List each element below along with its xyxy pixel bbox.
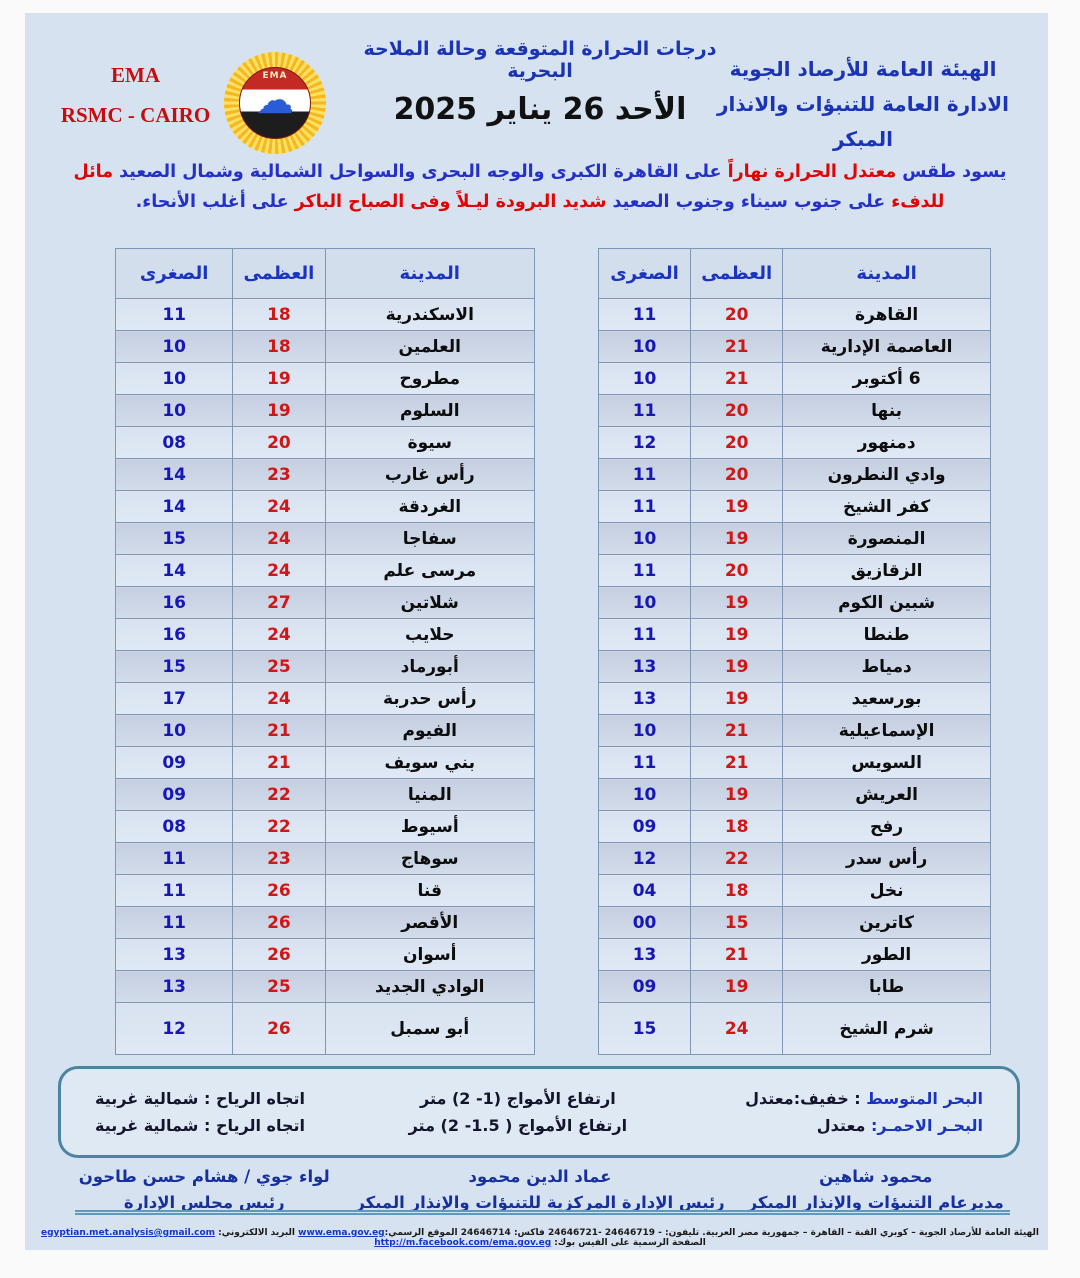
- table-row: [116, 363, 535, 395]
- wind-direction: اتجاه الرياح : شمالية غربية: [95, 1116, 305, 1135]
- table-row: [116, 875, 535, 907]
- city-cell: الوادي الجديد: [325, 971, 535, 1003]
- report-date: الأحد 26 يناير 2025: [393, 92, 687, 127]
- max-column-header: العظمى: [691, 249, 783, 299]
- table-row: [599, 715, 991, 747]
- department-name: الادارة العامة للتنبؤات والانذار المبكر: [716, 92, 1010, 151]
- min-temp-cell: 13: [599, 683, 691, 715]
- table-row: [599, 651, 991, 683]
- city-cell: أسوان: [325, 939, 535, 971]
- table-row: [599, 459, 991, 491]
- city-cell: بنها: [783, 395, 991, 427]
- sea-name: البحر المتوسط: [866, 1089, 983, 1108]
- city-cell: السويس: [783, 747, 991, 779]
- temperature-table-cairo-delta-sinai: [598, 248, 991, 1055]
- max-temp-cell: 22: [233, 779, 325, 811]
- forecast-text: يسود طقس: [896, 162, 1007, 182]
- max-temp-cell: 24: [233, 523, 325, 555]
- title-block: [330, 38, 750, 127]
- table-row: [599, 427, 991, 459]
- city-cell: قنا: [325, 875, 535, 907]
- city-cell: العلمين: [325, 331, 535, 363]
- city-cell: العريش: [783, 779, 991, 811]
- table-row: [116, 811, 535, 843]
- table-row: [116, 427, 535, 459]
- min-temp-cell: 08: [116, 427, 233, 459]
- city-cell: رأس سدر: [783, 843, 991, 875]
- contact-line: [28, 1228, 1052, 1248]
- marine-row: [95, 1116, 983, 1135]
- min-temp-cell: 11: [116, 907, 233, 939]
- min-temp-cell: 10: [599, 363, 691, 395]
- max-temp-cell: 19: [691, 619, 783, 651]
- city-cell: الاسكندرية: [325, 299, 535, 331]
- city-cell: رأس حدربة: [325, 683, 535, 715]
- max-temp-cell: 20: [691, 395, 783, 427]
- table-row: [599, 939, 991, 971]
- table-row: [599, 619, 991, 651]
- rsmc-cairo-label: RSMC - CAIRO: [60, 102, 211, 127]
- max-temp-cell: 24: [233, 491, 325, 523]
- min-temp-cell: 12: [599, 427, 691, 459]
- max-temp-cell: 25: [233, 971, 325, 1003]
- city-cell: طنطا: [783, 619, 991, 651]
- min-temp-cell: 11: [599, 555, 691, 587]
- max-temp-cell: 19: [691, 587, 783, 619]
- table-row: [116, 523, 535, 555]
- city-cell: المنصورة: [783, 523, 991, 555]
- city-cell: كفر الشيخ: [783, 491, 991, 523]
- min-column-header: الصغرى: [116, 249, 233, 299]
- min-temp-cell: 09: [116, 779, 233, 811]
- max-temp-cell: 19: [691, 971, 783, 1003]
- signature-title: مديرعام التنبؤات والإنذار المبكر: [747, 1193, 1004, 1213]
- city-cell: نخل: [783, 875, 991, 907]
- min-temp-cell: 11: [599, 747, 691, 779]
- min-temp-cell: 09: [599, 811, 691, 843]
- min-temp-cell: 13: [116, 939, 233, 971]
- marine-conditions-box: [58, 1066, 1020, 1158]
- min-temp-cell: 15: [116, 651, 233, 683]
- max-temp-cell: 26: [233, 939, 325, 971]
- table-row: [116, 299, 535, 331]
- max-temp-cell: 21: [233, 747, 325, 779]
- table-row: [116, 619, 535, 651]
- website-link[interactable]: www.ema.gov.eg: [298, 1228, 385, 1238]
- wave-height: ارتفاع الأمواج ( 1.5- 2) متر: [408, 1116, 628, 1135]
- city-cell: أبورماد: [325, 651, 535, 683]
- city-cell: حلايب: [325, 619, 535, 651]
- email-label: البريد الالكتروني:: [215, 1228, 299, 1238]
- min-temp-cell: 09: [116, 747, 233, 779]
- table-row: [116, 939, 535, 971]
- ema-flag-emblem: [239, 67, 311, 139]
- city-cell: مطروح: [325, 363, 535, 395]
- signature-title: رئيس مجلس الإدارة: [123, 1193, 285, 1213]
- facebook-label: الصفحة الرسمية على الفيس بوك:: [551, 1238, 706, 1248]
- min-temp-cell: 13: [116, 971, 233, 1003]
- max-temp-cell: 20: [691, 459, 783, 491]
- table-row: [116, 651, 535, 683]
- city-cell: الإسماعيلية: [783, 715, 991, 747]
- table-row: [599, 779, 991, 811]
- city-cell: الأقصر: [325, 907, 535, 939]
- sea-name: البحـر الاحمـر:: [870, 1116, 983, 1135]
- table-row: [599, 811, 991, 843]
- min-temp-cell: 00: [599, 907, 691, 939]
- min-temp-cell: 08: [116, 811, 233, 843]
- city-cell: رفح: [783, 811, 991, 843]
- city-cell: القاهرة: [783, 299, 991, 331]
- max-temp-cell: 24: [233, 619, 325, 651]
- city-cell: 6 أكتوبر: [783, 363, 991, 395]
- table-row: [116, 395, 535, 427]
- max-temp-cell: 20: [233, 427, 325, 459]
- max-temp-cell: 21: [691, 715, 783, 747]
- cloud-icon: ☁: [256, 78, 294, 123]
- min-temp-cell: 15: [599, 1003, 691, 1055]
- max-temp-cell: 20: [691, 555, 783, 587]
- max-temp-cell: 19: [233, 363, 325, 395]
- table-row: [116, 747, 535, 779]
- table-header-row: [599, 249, 991, 299]
- facebook-link[interactable]: http://m.facebook.com/ema.gov.eg: [374, 1238, 552, 1248]
- min-temp-cell: 10: [116, 363, 233, 395]
- city-cell: دمنهور: [783, 427, 991, 459]
- logo-ema-text: EMA: [262, 71, 288, 81]
- sea-state: : خفيف:معتدل: [745, 1089, 867, 1108]
- min-temp-cell: 10: [116, 395, 233, 427]
- min-temp-cell: 16: [116, 619, 233, 651]
- city-cell: شبين الكوم: [783, 587, 991, 619]
- city-cell: شرم الشيخ: [783, 1003, 991, 1055]
- table-row: [116, 715, 535, 747]
- table-row: [116, 491, 535, 523]
- min-temp-cell: 11: [599, 299, 691, 331]
- forecast-highlight: معتدل الحرارة نهاراً: [721, 162, 897, 182]
- ema-abbreviation: EMA: [111, 63, 160, 87]
- table-row: [599, 331, 991, 363]
- min-temp-cell: 11: [599, 491, 691, 523]
- table-row: [116, 907, 535, 939]
- ema-rsmc-block: [48, 56, 223, 136]
- table-row: [599, 395, 991, 427]
- report-title: درجات الحرارة المتوقعة وحالة الملاحة البحرية: [363, 38, 717, 82]
- sea-name-and-state: [659, 1116, 983, 1135]
- min-temp-cell: 10: [116, 715, 233, 747]
- signature-name: محمود شاهين: [819, 1167, 933, 1186]
- table-header-row: [116, 249, 535, 299]
- max-temp-cell: 25: [233, 651, 325, 683]
- max-temp-cell: 26: [233, 907, 325, 939]
- forecast-text: على القاهرة الكبرى والوجه البحرى والسواحل الشمالية وشمال الصعيد: [113, 162, 722, 182]
- signature-block-central-admin-head: [353, 1164, 726, 1217]
- table-row: [116, 1003, 535, 1055]
- forecast-text: على جنوب سيناء وجنوب الصعيد: [606, 191, 886, 212]
- signature-title: رئيس الإدارة المركزية للتنبؤات والإنذار المبكر: [355, 1193, 725, 1213]
- min-temp-cell: 14: [116, 555, 233, 587]
- min-temp-cell: 09: [599, 971, 691, 1003]
- city-cell: مرسى علم: [325, 555, 535, 587]
- table-row: [599, 299, 991, 331]
- city-cell: الفيوم: [325, 715, 535, 747]
- city-cell: سوهاج: [325, 843, 535, 875]
- max-temp-cell: 21: [691, 939, 783, 971]
- min-temp-cell: 10: [116, 331, 233, 363]
- city-cell: وادي النطرون: [783, 459, 991, 491]
- city-cell: السلوم: [325, 395, 535, 427]
- sea-name-and-state: [659, 1089, 983, 1108]
- min-temp-cell: 10: [599, 331, 691, 363]
- city-cell: بني سويف: [325, 747, 535, 779]
- max-temp-cell: 23: [233, 459, 325, 491]
- city-cell: رأس غارب: [325, 459, 535, 491]
- city-cell: الغردقة: [325, 491, 535, 523]
- table-row: [599, 747, 991, 779]
- max-temp-cell: 22: [233, 811, 325, 843]
- city-cell: الطور: [783, 939, 991, 971]
- max-temp-cell: 26: [233, 875, 325, 907]
- organization-name: الهيئة العامة للأرصاد الجوية: [729, 57, 997, 81]
- max-temp-cell: 18: [691, 875, 783, 907]
- marine-row: [95, 1089, 983, 1108]
- min-temp-cell: 11: [116, 299, 233, 331]
- city-cell: الزقازيق: [783, 555, 991, 587]
- city-cell: العاصمة الإدارية: [783, 331, 991, 363]
- min-temp-cell: 17: [116, 683, 233, 715]
- table-row: [599, 587, 991, 619]
- email-link[interactable]: egyptian.met.analysis@gmail.com: [41, 1228, 216, 1238]
- max-temp-cell: 19: [691, 651, 783, 683]
- city-cell: المنيا: [325, 779, 535, 811]
- max-temp-cell: 21: [691, 747, 783, 779]
- sea-state: معتدل: [816, 1116, 871, 1135]
- city-cell: سفاجا: [325, 523, 535, 555]
- min-temp-cell: 10: [599, 587, 691, 619]
- max-temp-cell: 15: [691, 907, 783, 939]
- forecast-text: على أغلب الأنحاء.: [135, 191, 289, 212]
- footer-divider: [75, 1210, 1010, 1215]
- max-temp-cell: 20: [691, 299, 783, 331]
- temperature-table-coasts-upper-egypt: [115, 248, 535, 1055]
- signatures-row: [55, 1164, 1025, 1217]
- min-temp-cell: 16: [116, 587, 233, 619]
- table-row: [116, 971, 535, 1003]
- contact-address: الهيئة العامة للأرصاد الجوية – كوبري القبة – القاهرة – جمهورية مصر العربية. تليفون: - 24646719 -24646721 فاكس: 24646714 الموقع الرسمي:: [384, 1228, 1039, 1238]
- table-row: [599, 875, 991, 907]
- max-column-header: العظمى: [233, 249, 325, 299]
- max-temp-cell: 21: [233, 715, 325, 747]
- forecast-highlight: شديد البرودة ليـلاً وفى الصباح الباكر: [288, 191, 607, 212]
- max-temp-cell: 18: [233, 299, 325, 331]
- max-temp-cell: 19: [691, 523, 783, 555]
- min-temp-cell: 11: [599, 459, 691, 491]
- forecast-highlight: مائل للدفء: [73, 162, 945, 212]
- table-row: [116, 843, 535, 875]
- min-temp-cell: 13: [599, 939, 691, 971]
- wave-height: ارتفاع الأمواج (1- 2) متر: [419, 1089, 616, 1108]
- min-temp-cell: 11: [599, 619, 691, 651]
- city-cell: كاترين: [783, 907, 991, 939]
- max-temp-cell: 21: [691, 363, 783, 395]
- signature-block-board-chairman: [55, 1164, 353, 1217]
- max-temp-cell: 24: [233, 683, 325, 715]
- table-row: [599, 491, 991, 523]
- min-temp-cell: 15: [116, 523, 233, 555]
- min-temp-cell: 12: [599, 843, 691, 875]
- min-temp-cell: 11: [116, 843, 233, 875]
- min-temp-cell: 11: [599, 395, 691, 427]
- table-row: [116, 459, 535, 491]
- max-temp-cell: 18: [233, 331, 325, 363]
- table-row: [116, 779, 535, 811]
- table-row: [116, 331, 535, 363]
- table-row: [599, 683, 991, 715]
- table-row: [599, 907, 991, 939]
- city-cell: سيوة: [325, 427, 535, 459]
- max-temp-cell: 21: [691, 331, 783, 363]
- min-temp-cell: 10: [599, 779, 691, 811]
- city-cell: أبو سمبل: [325, 1003, 535, 1055]
- min-temp-cell: 14: [116, 459, 233, 491]
- city-cell: طابا: [783, 971, 991, 1003]
- max-temp-cell: 27: [233, 587, 325, 619]
- city-column-header: المدينة: [783, 249, 991, 299]
- city-cell: شلاتين: [325, 587, 535, 619]
- min-temp-cell: 04: [599, 875, 691, 907]
- forecast-paragraph: [58, 158, 1022, 218]
- city-cell: بورسعيد: [783, 683, 991, 715]
- min-temp-cell: 14: [116, 491, 233, 523]
- ema-sun-logo-icon: [224, 52, 326, 154]
- max-temp-cell: 22: [691, 843, 783, 875]
- city-cell: دمياط: [783, 651, 991, 683]
- table-row: [599, 523, 991, 555]
- city-column-header: المدينة: [325, 249, 535, 299]
- min-temp-cell: 11: [116, 875, 233, 907]
- signature-name: عماد الدين محمود: [468, 1167, 612, 1186]
- table-row: [116, 683, 535, 715]
- signature-name: لواء جوي / هشام حسن طاحون: [78, 1167, 330, 1186]
- table-row: [116, 587, 535, 619]
- min-temp-cell: 13: [599, 651, 691, 683]
- max-temp-cell: 23: [233, 843, 325, 875]
- table-row: [599, 363, 991, 395]
- max-temp-cell: 19: [691, 683, 783, 715]
- max-temp-cell: 19: [233, 395, 325, 427]
- max-temp-cell: 24: [691, 1003, 783, 1055]
- min-temp-cell: 10: [599, 523, 691, 555]
- signature-block-forecast-director: [727, 1164, 1025, 1217]
- max-temp-cell: 20: [691, 427, 783, 459]
- max-temp-cell: 19: [691, 779, 783, 811]
- min-temp-cell: 10: [599, 715, 691, 747]
- table-row: [116, 555, 535, 587]
- max-temp-cell: 19: [691, 491, 783, 523]
- table-row: [599, 1003, 991, 1055]
- min-column-header: الصغرى: [599, 249, 691, 299]
- table-row: [599, 843, 991, 875]
- max-temp-cell: 18: [691, 811, 783, 843]
- max-temp-cell: 26: [233, 1003, 325, 1055]
- city-cell: أسيوط: [325, 811, 535, 843]
- max-temp-cell: 24: [233, 555, 325, 587]
- table-row: [599, 971, 991, 1003]
- table-row: [599, 555, 991, 587]
- wind-direction: اتجاه الرياح : شمالية غربية: [95, 1089, 305, 1108]
- min-temp-cell: 12: [116, 1003, 233, 1055]
